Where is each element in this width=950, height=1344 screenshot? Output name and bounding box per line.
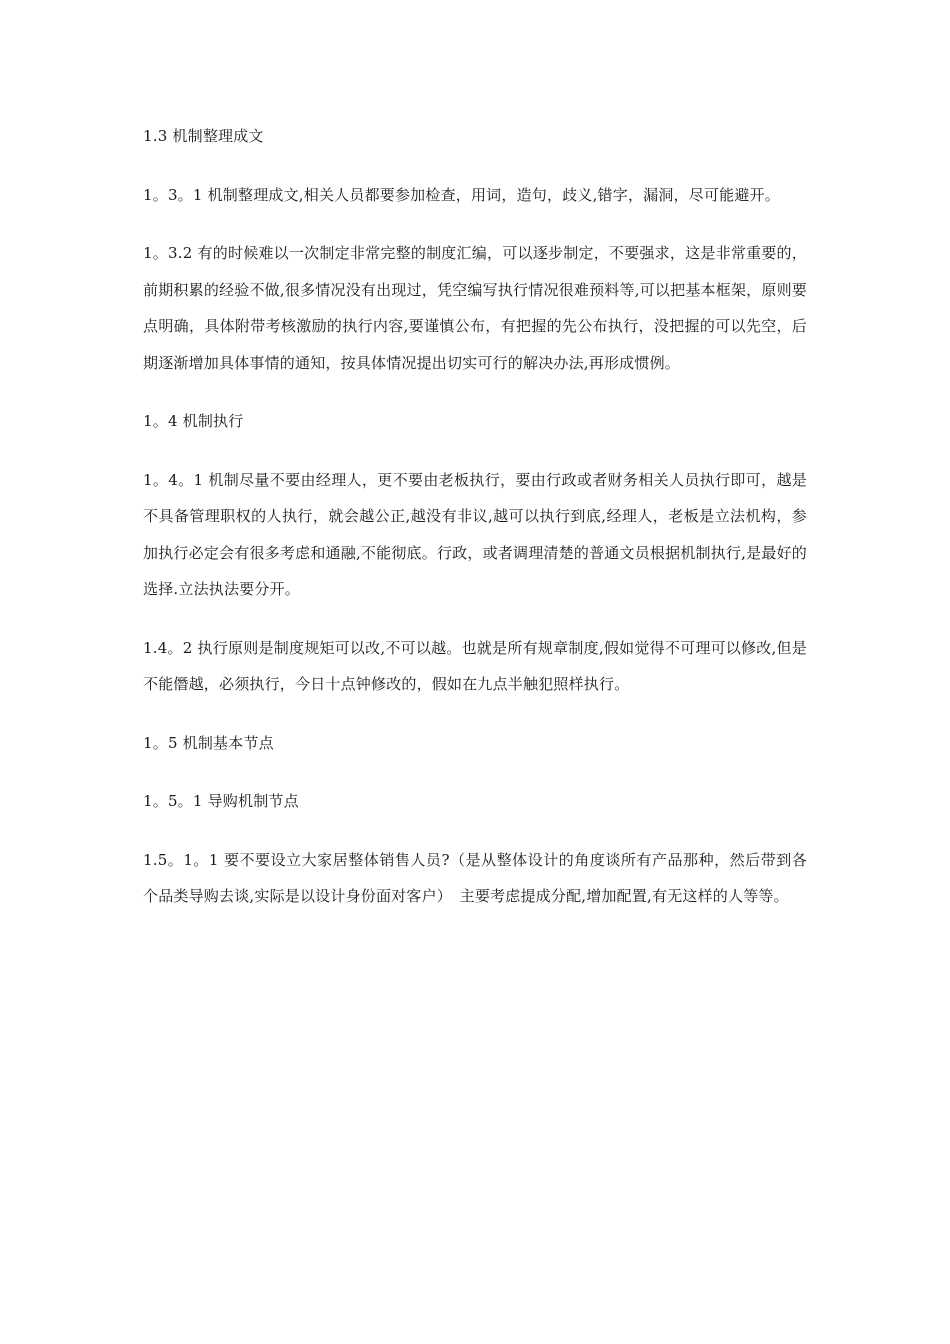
paragraph-1-3-2: 1。3.2 有的时候难以一次制定非常完整的制度汇编，可以逐步制定，不要强求，这是非常重要的，前期积累的经验不做,很多情况没有出现过，凭空编写执行情况很难预料等,可以把基本框架，原则要点明确，具体附带考核激励的执行内容,要谨慎公布，有把握的先公布执行，没把握的可以先空，后期逐渐增加具体事情的通知，按具体情况提出切实可行的解决办法,再形成惯例。 [143,244,807,372]
heading-1-4: 1。4 机制执行 [143,412,244,430]
heading-1-5-1: 1。5。1 导购机制节点 [143,792,299,810]
paragraph-1-4-2: 1.4。2 执行原则是制度规矩可以改,不可以越。也就是所有规章制度,假如觉得不可理可以修改,但是不能僭越，必须执行，今日十点钟修改的，假如在九点半触犯照样执行。 [143,638,807,693]
document-page [143,118,807,915]
paragraph-1-3-1: 1。3。1 机制整理成文,相关人员都要参加检查，用词，造句，歧义,错字，漏洞，尽可能避开。 [143,185,780,204]
paragraph-1-5-1-1: 1.5。1。1 要不要设立大家居整体销售人员?（是从整体设计的角度谈所有产品那种，然后带到各个品类导购去谈,实际是以设计身份面对客户） 主要考虑提成分配,增加配置,有无这样的人等等。 [143,850,807,905]
paragraph-1-4-1: 1。4。1 机制尽量不要由经理人，更不要由老板执行，要由行政或者财务相关人员执行即可，越是不具备管理职权的人执行，就会越公正,越没有非议,越可以执行到底,经理人，老板是立法机构，参加执行必定会有很多考虑和通融,不能彻底。行政，或者调理清楚的普通文员根据机制执行,是最好的选择.立法执法要分开。 [143,470,807,598]
heading-1-3: 1.3 机制整理成文 [143,127,264,145]
heading-1-5: 1。5 机制基本节点 [143,733,274,752]
